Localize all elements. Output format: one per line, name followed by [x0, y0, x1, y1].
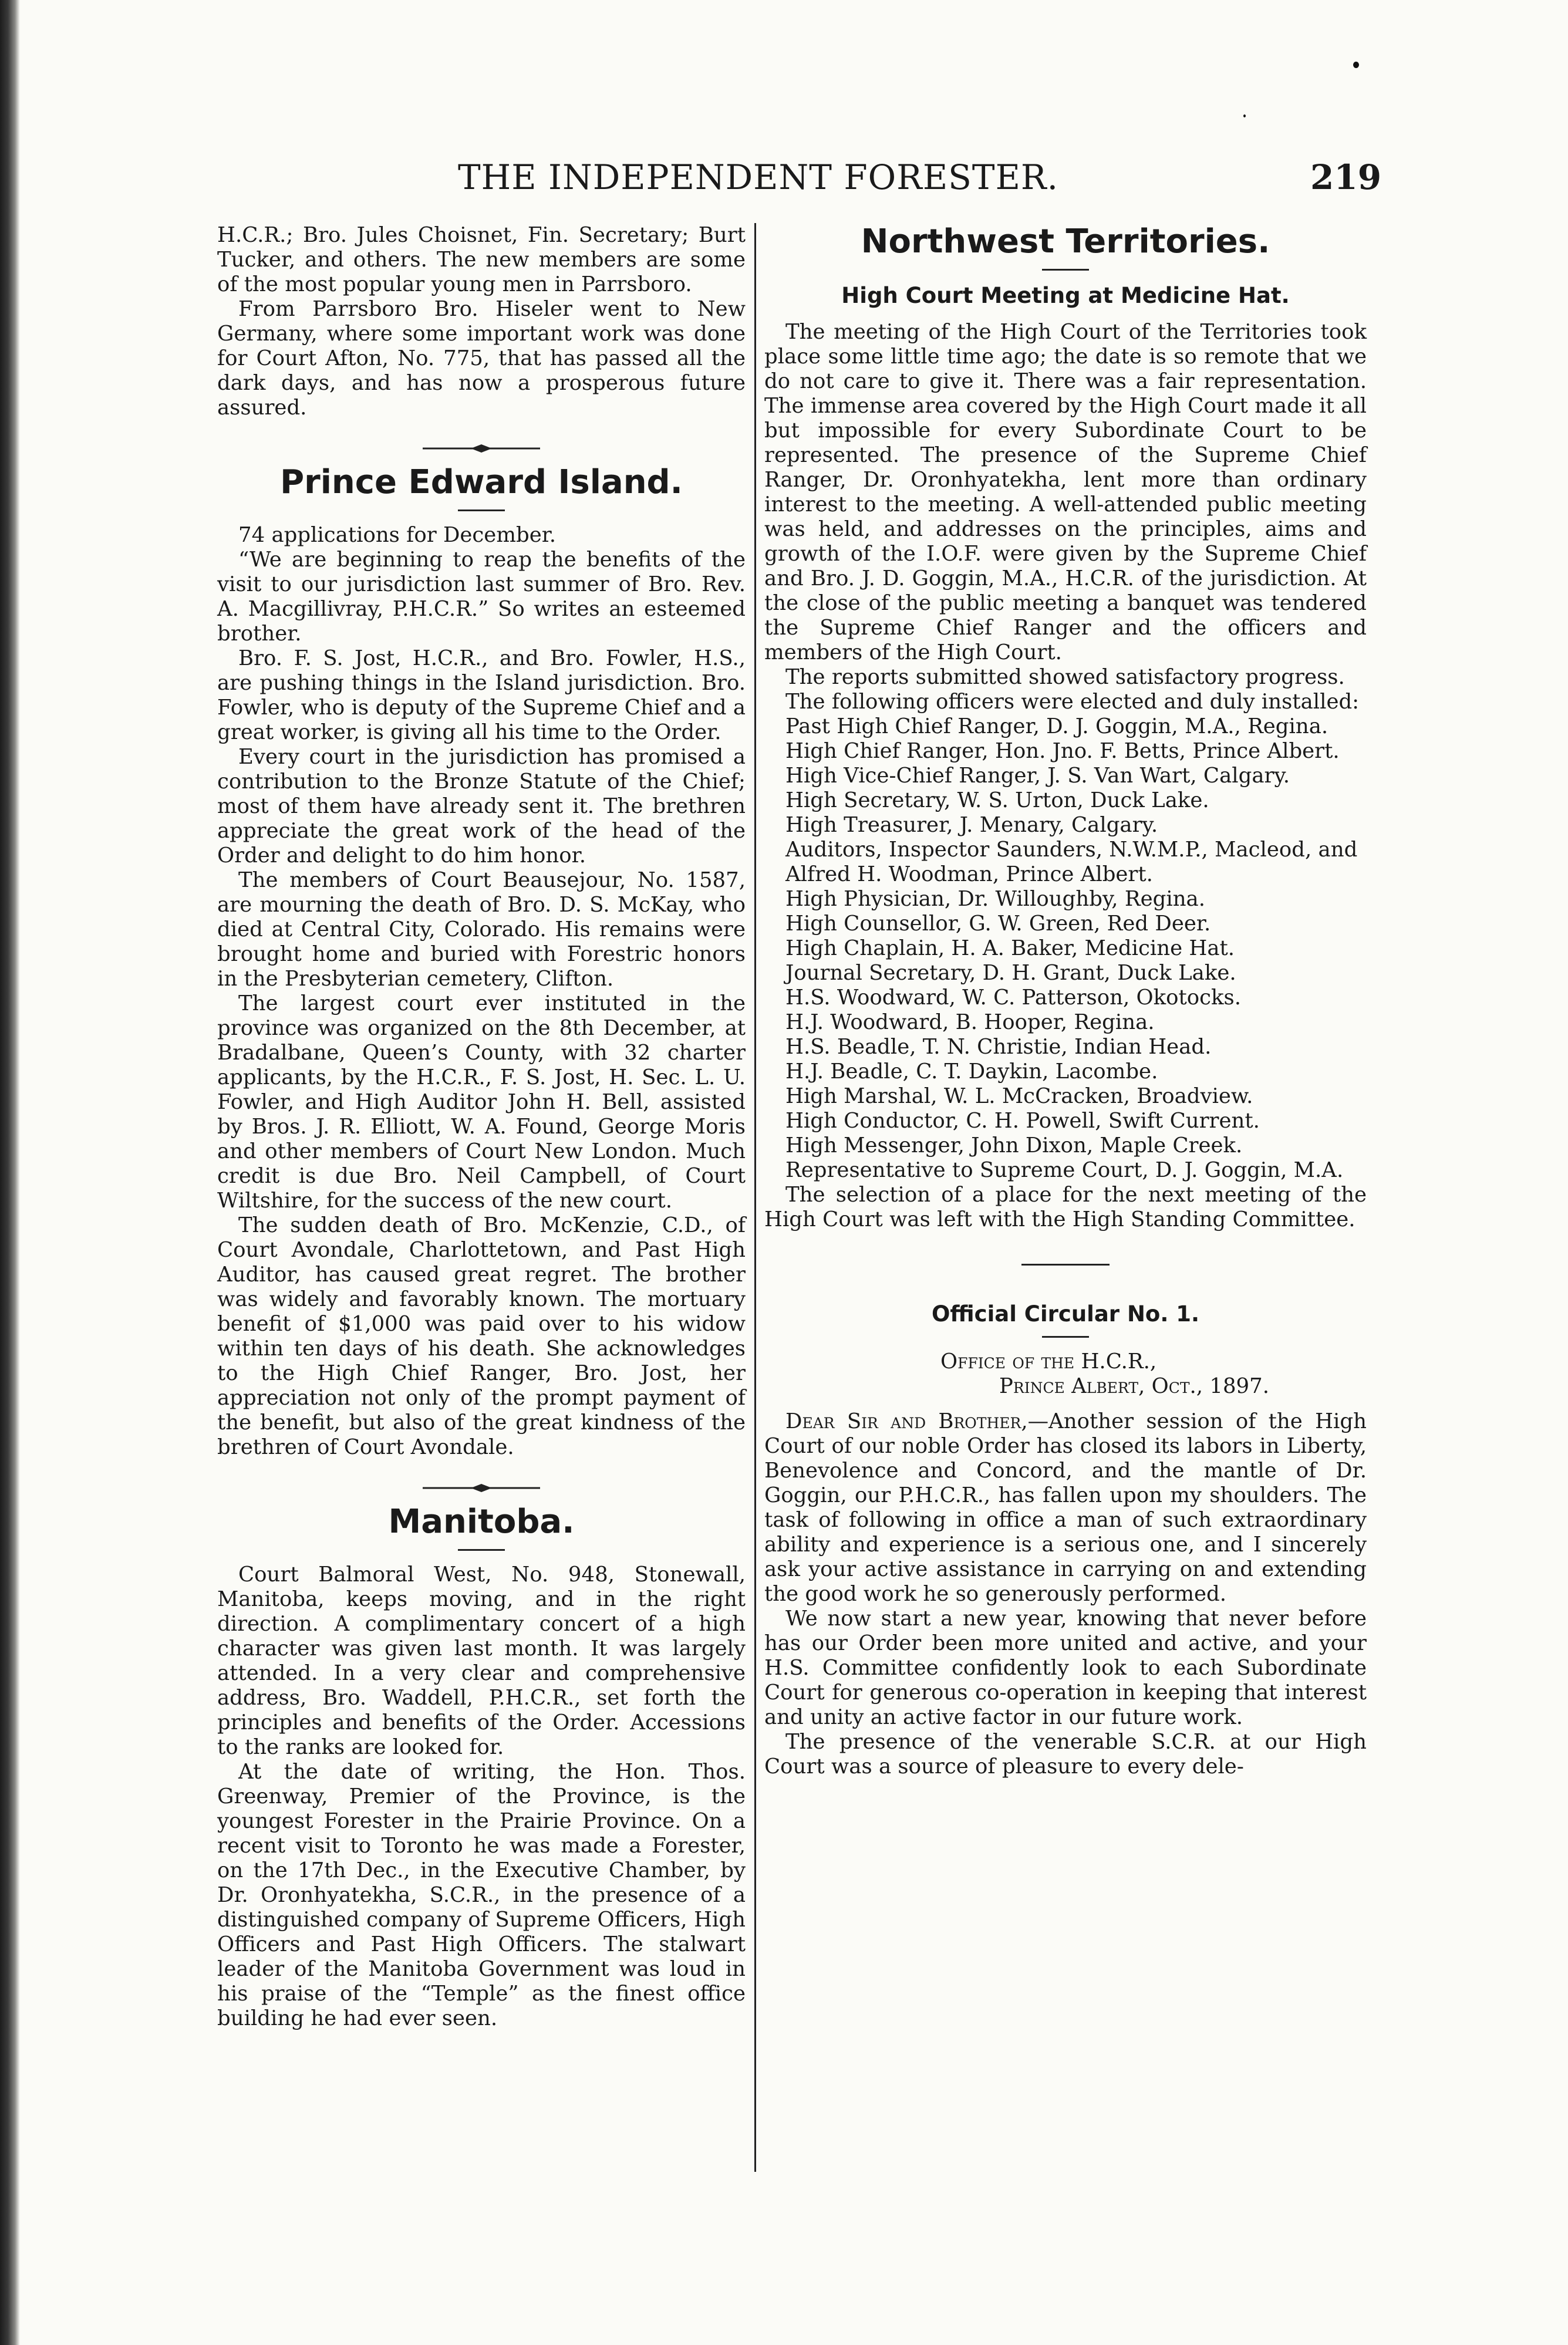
- paragraph: The selection of a place for the next meeting of the High Court was left with the High Standing Committee.: [764, 1183, 1367, 1231]
- section-heading: Official Circular No. 1.: [931, 1301, 1200, 1327]
- officer-list: [764, 714, 1367, 1183]
- running-title: THE INDEPENDENT FORESTER.: [458, 157, 1059, 197]
- paragraph: The largest court ever instituted in the province was organized on the 8th December, at Bradalbane, Queen’s County, with 32 charter applicants, by the H.C.R., F. S. Jost, H. Sec. L. U. Fowler, and High Auditor John H. Bell, assisted by Bros. J. R. Elliott, W. A. Found, George Moris and other members of Court New London. Much credit is due Bro. Neil Campbell, of Court Wiltshire, for the success of the new court.: [217, 991, 746, 1213]
- ornament-rule: [423, 1483, 540, 1493]
- paragraph: Court Balmoral West, No. 948, Stonewall, Manitoba, keeps moving, and in the right direction. A complimentary concert of a high character was given last month. It was largely attended. In a very clear and comprehensive address, Bro. Waddell, P.H.C.R., set forth the principles and benefits of the Order. Accessions to the ranks are looked for.: [217, 1563, 746, 1759]
- list-item: High Marshal, W. L. McCracken, Broadview.: [785, 1084, 1253, 1108]
- page-binding-edge: [0, 0, 20, 2345]
- paragraph: H.C.R.; Bro. Jules Choisnet, Fin. Secretary; Burt Tucker, and others. The new members are some of the most popular young men in Parrsboro.: [217, 223, 746, 296]
- list-item: H.S. Woodward, W. C. Patterson, Okotocks.: [785, 986, 1242, 1010]
- paragraph: Bro. F. S. Jost, H.C.R., and Bro. Fowler, H.S., are pushing things in the Island jurisdiction. Bro. Fowler, who is deputy of the Supreme Chief and a great worker, is giving all his time to the Order.: [217, 646, 746, 744]
- ornament-rule: [423, 444, 540, 453]
- paragraph: The reports submitted showed satisfactory progress.: [785, 665, 1345, 689]
- paragraph: The members of Court Beausejour, No. 1587, are mourning the death of Bro. D. S. McKay, who died at Central City, Colorado. His remains were brought home and buried with Forestric honors in the Presbyterian cemetery, Clifton.: [217, 868, 746, 991]
- sub-heading: High Court Meeting at Medicine Hat.: [841, 283, 1290, 308]
- list-item: High Counsellor, G. W. Green, Red Deer.: [785, 912, 1211, 936]
- paragraph: [764, 1409, 1367, 1607]
- list-item: Representative to Supreme Court, D. J. Goggin, M.A.: [785, 1158, 1344, 1182]
- list-item: High Treasurer, J. Menary, Calgary.: [785, 813, 1158, 837]
- paragraph: From Parrsboro Bro. Hiseler went to New Germany, where some important work was done for Court Afton, No. 775, that has passed all the dark days, and has now a prosperous future assured.: [217, 297, 746, 420]
- left-column: [217, 223, 746, 2031]
- paragraph: At the date of writing, the Hon. Thos. Greenway, Premier of the Province, is the youngest Forester in the Prairie Province. On a recent visit to Toronto he was made a Forester, on the 17th Dec., in the Executive Chamber, by Dr. Oronhyatekha, S.C.R., in the presence of a distinguished company of Supreme Officers, High Officers and Past High Officers. The stalwart leader of the Manitoba Government was loud in his praise of the “Temple” as the finest office building he had ever seen.: [217, 1760, 746, 2030]
- place-date: Prince Albert, Oct., 1897.: [999, 1374, 1269, 1398]
- ink-speck: [1243, 114, 1246, 117]
- list-item: Journal Secretary, D. H. Grant, Duck Lake.: [785, 961, 1236, 985]
- paragraph: The meeting of the High Court of the Territories took place some little time ago; the date is so remote that we do not care to give it. There was a fair representation. The immense area covered by the High Court made it all but impossible for every Subordinate Court to be represented. The presence of the Supreme Chief Ranger, Dr. Oronhyatekha, lent more than ordinary interest to the meeting. A well-attended public meeting was held, and addresses on the principles, aims and growth of the I.O.F. were given by the Supreme Chief and Bro. J. D. Goggin, M.A., H.C.R. of the jurisdiction. At the close of the public meeting a banquet was tendered the Supreme Chief Ranger and the officers and members of the High Court.: [764, 320, 1367, 664]
- short-rule: [458, 1549, 505, 1551]
- paragraph: The following officers were elected and duly installed:: [785, 690, 1360, 714]
- short-rule: [1042, 269, 1089, 271]
- right-column: [764, 223, 1367, 1779]
- ink-speck: [1353, 62, 1359, 68]
- page-header: [0, 157, 1568, 210]
- salutation: Dear Sir and Brother,: [785, 1409, 1028, 1433]
- list-item: High Messenger, John Dixon, Maple Creek.: [785, 1133, 1243, 1158]
- list-item: High Vice-Chief Ranger, J. S. Van Wart, Calgary.: [785, 764, 1290, 788]
- short-rule: [458, 510, 505, 511]
- paragraph: “We are beginning to reap the benefits of the visit to our jurisdiction last summer of Bro. Rev. A. Macgillivray, P.H.C.R.” So writes an esteemed brother.: [217, 548, 746, 646]
- paragraph-text: —Another session of the High Court of our noble Order has closed its labors in Liberty, Benevolence and Concord, and the mantle of Dr. Goggin, our P.H.C.R., has fallen upon my shoulders. The task of following in office a man of such extraordinary ability and experience is a serious one, and I sincerely ask your active assistance in carrying on and extending the good work he so generously performed.: [764, 1409, 1367, 1606]
- paragraph: Every court in the jurisdiction has promised a contribution to the Bronze Statute of the Chief; most of them have already sent it. The brethren appreciate the great work of the head of the Order and delight to do him honor.: [217, 745, 746, 868]
- paragraph: We now start a new year, knowing that never before has our Order been more united and active, and your H.S. Committee confidently look to each Subordinate Court for generous co-operation in keeping that interest and unity an active factor in our future work.: [764, 1607, 1367, 1729]
- office-line: Office of the H.C.R.,: [940, 1349, 1157, 1374]
- list-item: Past High Chief Ranger, D. J. Goggin, M.A., Regina.: [785, 714, 1328, 738]
- list-item: High Conductor, C. H. Powell, Swift Current.: [785, 1109, 1260, 1133]
- list-item: H.J. Woodward, B. Hooper, Regina.: [785, 1010, 1155, 1034]
- list-item: High Secretary, W. S. Urton, Duck Lake.: [785, 788, 1209, 812]
- section-rule: [1021, 1264, 1110, 1266]
- list-item: High Chief Ranger, Hon. Jno. F. Betts, Prince Albert.: [785, 739, 1340, 763]
- list-item: H.S. Beadle, T. N. Christie, Indian Head.: [785, 1035, 1212, 1059]
- paragraph: 74 applications for December.: [238, 523, 557, 547]
- list-item: H.J. Beadle, C. T. Daykin, Lacombe.: [785, 1060, 1158, 1084]
- page-number: 219: [1310, 157, 1382, 197]
- section-heading: Manitoba.: [388, 1503, 575, 1541]
- column-divider: [754, 223, 756, 2172]
- short-rule: [1042, 1336, 1089, 1338]
- paragraph: The presence of the venerable S.C.R. at our High Court was a source of pleasure to every dele-: [764, 1730, 1367, 1779]
- list-item: Auditors, Inspector Saunders, N.W.M.P., Macleod, and Alfred H. Woodman, Prince Albert.: [785, 838, 1358, 886]
- list-item: High Physician, Dr. Willoughby, Regina.: [785, 887, 1206, 911]
- list-item: High Chaplain, H. A. Baker, Medicine Hat.: [785, 936, 1235, 960]
- section-heading: Northwest Territories.: [861, 222, 1270, 261]
- section-heading: Prince Edward Island.: [280, 463, 683, 501]
- paragraph: The sudden death of Bro. McKenzie, C.D., of Court Avondale, Charlottetown, and Past High Auditor, has caused great regret. The brother was widely and favorably known. The mortuary benefit of $1,000 was paid over to his widow within ten days of his death. She acknowledges to the High Chief Ranger, Bro. Jost, her appreciation not only of the prompt payment of the benefit, but also of the great kindness of the brethren of Court Avondale.: [217, 1213, 746, 1459]
